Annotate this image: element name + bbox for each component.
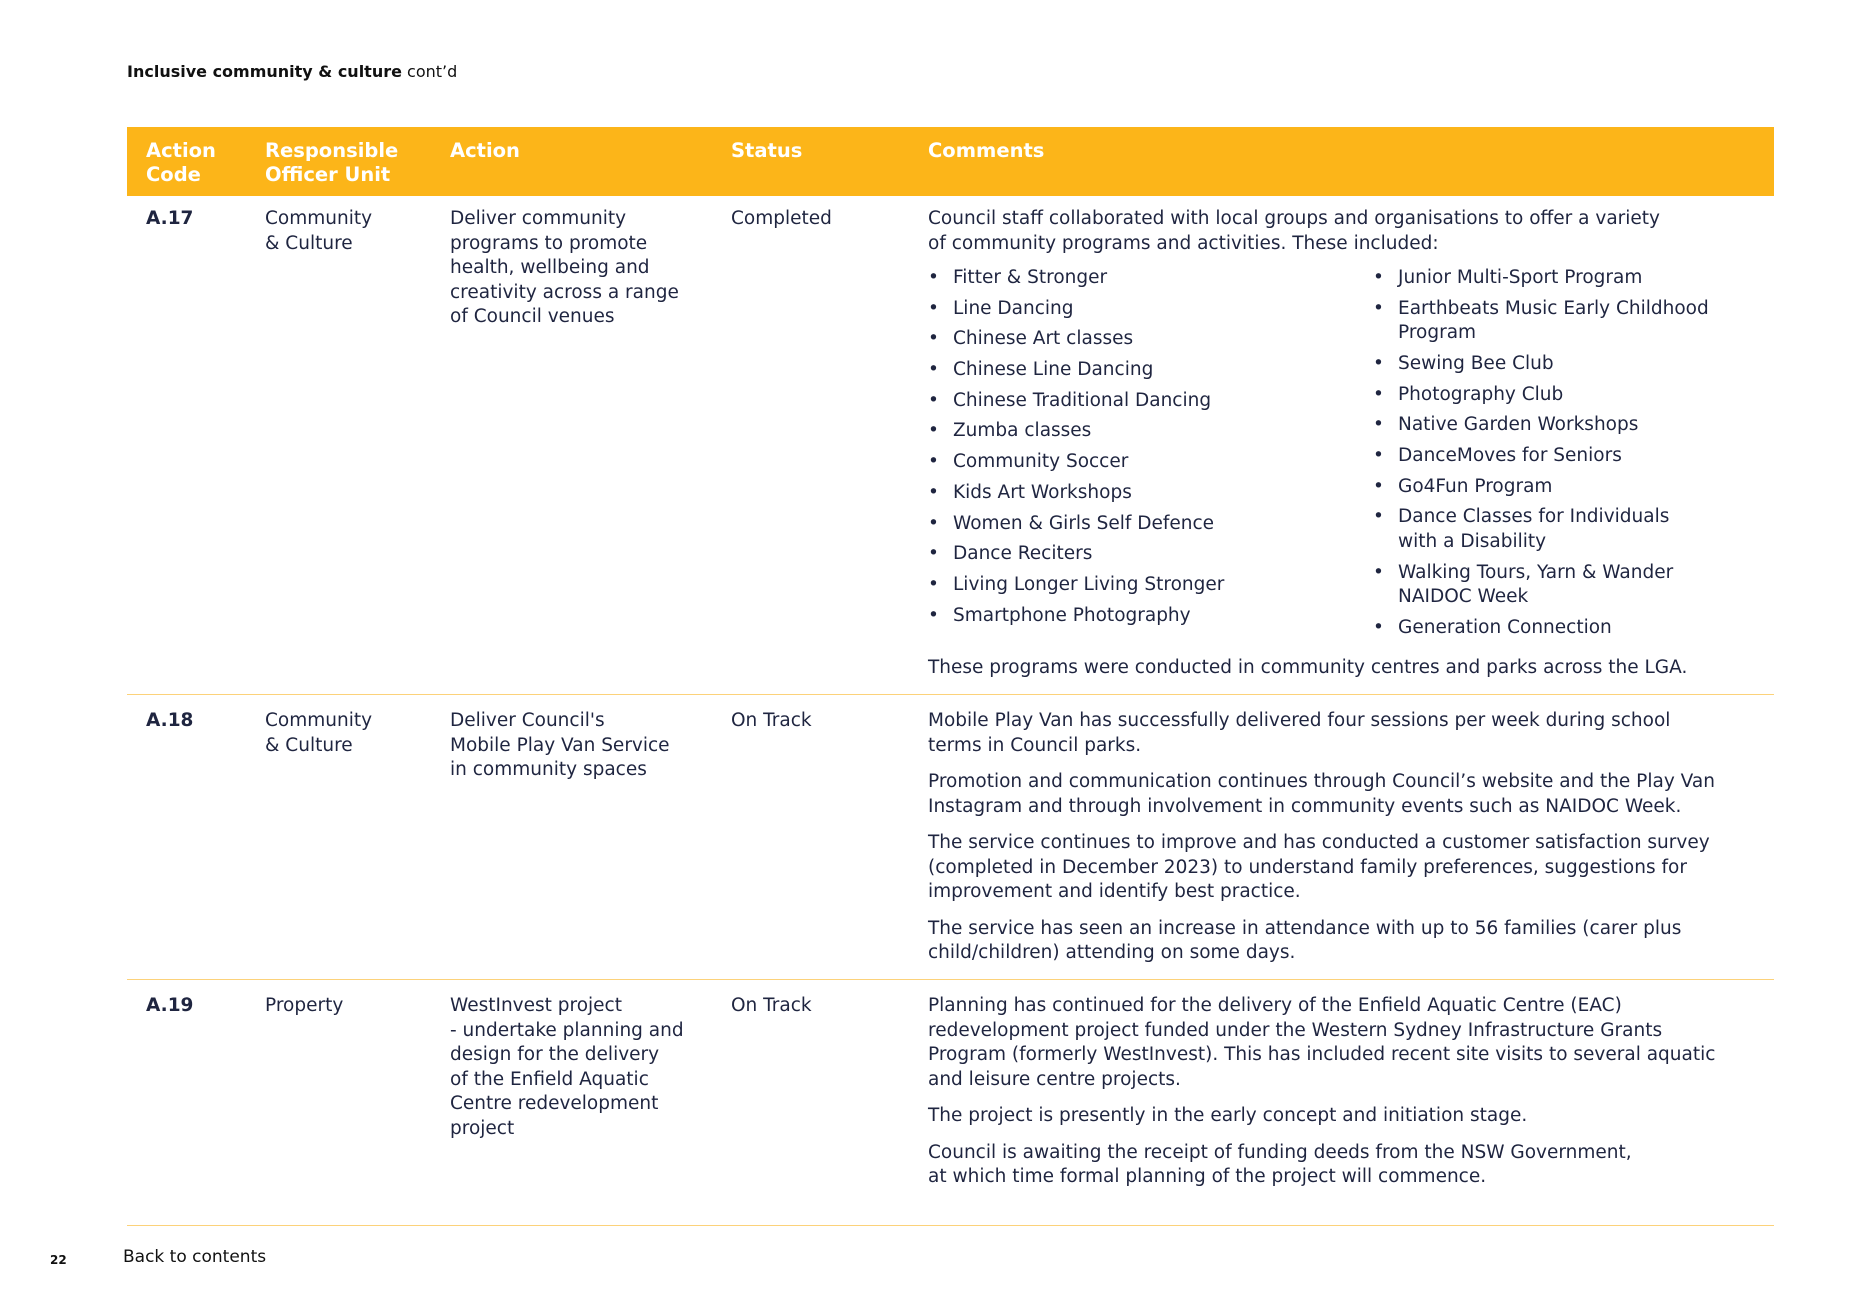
program-list-item: • DanceMoves for Seniors — [1373, 444, 1709, 469]
program-list-item: • Walking Tours, Yarn & Wander NAIDOC Week — [1373, 561, 1709, 610]
col-header-status: Status — [731, 139, 803, 162]
program-list-item: • Fitter & Stronger — [928, 266, 1373, 291]
action-description: Deliver Council's Mobile Play Van Service in community spaces — [450, 710, 670, 780]
comments — [928, 709, 1774, 978]
section-title — [127, 62, 457, 81]
program-list-item: • Dance Reciters — [928, 542, 1373, 567]
status: On Track — [731, 710, 812, 731]
program-list-item: • Dance Classes for Individuals with a Disability — [1373, 505, 1709, 554]
table-row-a18 — [127, 695, 1774, 980]
program-list-item: • Community Soccer — [928, 450, 1373, 475]
comment-paragraph: The service has seen an increase in attendance with up to 56 families (carer plus child/children) attending on some days. — [928, 917, 1682, 963]
col-header-responsible-unit: Responsible Officer Unit — [265, 139, 399, 186]
action-code: A.18 — [146, 710, 194, 731]
page-number: 22 — [50, 1253, 67, 1267]
program-list-item: • Living Longer Living Stronger — [928, 573, 1373, 598]
program-list-item: • Chinese Art classes — [928, 327, 1373, 352]
comment-paragraph: The project is presently in the early concept and initiation stage. — [928, 1105, 1528, 1126]
table-row-a17 — [127, 196, 1774, 695]
program-list-item: • Chinese Line Dancing — [928, 358, 1373, 383]
responsible-unit: Community & Culture — [265, 208, 373, 254]
comment-paragraph: Mobile Play Van has successfully delivered four sessions per week during school terms in Council parks. — [928, 710, 1671, 756]
comment-paragraph: Council is awaiting the receipt of funding deeds from the NSW Government, at which time formal planning of the project will commence. — [928, 1141, 1632, 1187]
program-list-right — [1373, 266, 1709, 646]
action-code: A.17 — [146, 208, 194, 229]
program-list-item: • Earthbeats Music Early Childhood Program — [1373, 297, 1709, 346]
comments — [928, 994, 1774, 1202]
program-list-item: • Kids Art Workshops — [928, 481, 1373, 506]
program-list-item: • Women & Girls Self Defence — [928, 512, 1373, 537]
table-row-a19 — [127, 980, 1774, 1226]
comments-outro: These programs were conducted in community centres and parks across the LGA. — [928, 657, 1688, 679]
program-list-item: • Line Dancing — [928, 297, 1373, 322]
comment-paragraph: Promotion and communication continues through Council’s website and the Play Van Instagram and through involvement in community events such as NAIDOC Week. — [928, 771, 1715, 817]
action-description: Deliver community programs to promote health, wellbeing and creativity across a range of Council venues — [450, 208, 679, 327]
comments-intro: Council staff collaborated with local groups and organisations to offer a variety of community programs and activities. These included: — [928, 208, 1660, 254]
program-bullet-list — [928, 266, 1774, 646]
col-header-action: Action — [450, 139, 520, 162]
comment-paragraph: The service continues to improve and has conducted a customer satisfaction survey (completed in December 2023) to understand family preferences, suggestions for improvement and identify best practice. — [928, 832, 1710, 902]
program-list-item: • Photography Club — [1373, 383, 1709, 408]
program-list-item: • Sewing Bee Club — [1373, 352, 1709, 377]
program-list-left — [928, 266, 1373, 646]
col-header-action-code: Action Code — [146, 139, 216, 186]
comments — [928, 207, 1774, 681]
responsible-unit: Property — [265, 995, 344, 1016]
back-to-contents-link[interactable]: Back to contents — [123, 1247, 267, 1267]
responsible-unit: Community & Culture — [265, 710, 373, 756]
actions-table — [127, 127, 1774, 1226]
comment-paragraph: Planning has continued for the delivery of the Enfield Aquatic Centre (EAC) redevelopment project funded under the Western Sydney Infrastructure Grants Program (formerly WestInvest). This has included recent site visits to several aquatic and leisure centre projects. — [928, 995, 1716, 1090]
col-header-comments: Comments — [928, 139, 1045, 162]
section-title-suffix: cont’d — [401, 62, 458, 81]
program-list-item: • Junior Multi-Sport Program — [1373, 266, 1709, 291]
program-list-item: • Smartphone Photography — [928, 604, 1373, 629]
program-list-item: • Chinese Traditional Dancing — [928, 389, 1373, 414]
program-list-item: • Native Garden Workshops — [1373, 413, 1709, 438]
status: On Track — [731, 995, 812, 1016]
section-title-bold: Inclusive community & culture — [127, 62, 402, 81]
action-code: A.19 — [146, 995, 194, 1016]
program-list-item: • Generation Connection — [1373, 616, 1709, 641]
program-list-item: • Go4Fun Program — [1373, 475, 1709, 500]
table-header — [127, 127, 1774, 196]
status: Completed — [731, 208, 832, 229]
action-description: WestInvest project - undertake planning and design for the delivery of the Enfield Aquatic Centre redevelopment project — [450, 995, 684, 1139]
program-list-item: • Zumba classes — [928, 419, 1373, 444]
